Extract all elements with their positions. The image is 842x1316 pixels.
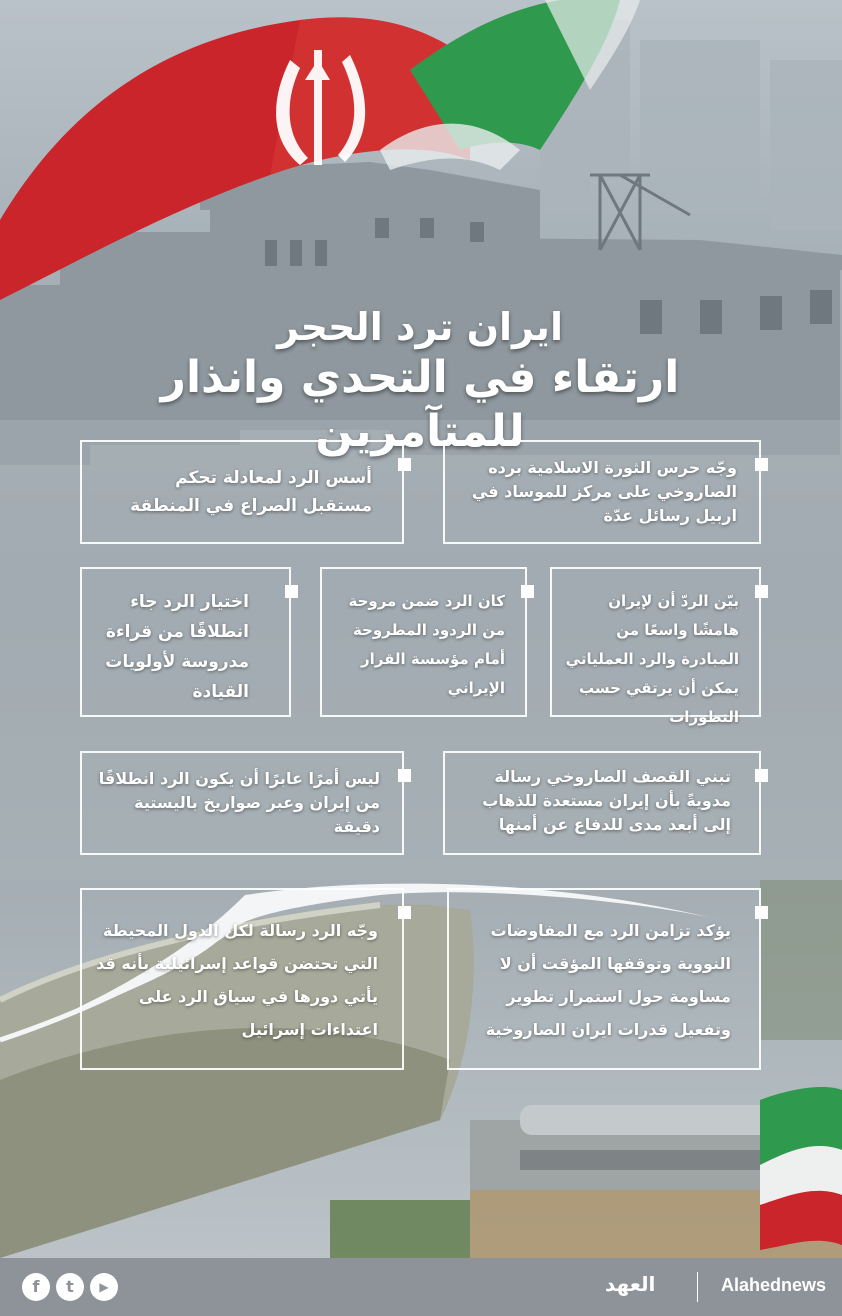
point-box-5 [80,567,291,717]
bullet-square-icon [755,458,768,471]
point-text: كان الرد ضمن مروحة من الردود المطروحة أمام مؤسسة القرار الإيراني [348,592,505,697]
title-line-1: ايران ترد الحجر [277,305,563,350]
point-box-6 [443,751,761,855]
brand-separator [697,1272,698,1302]
bullet-square-icon [755,585,768,598]
bullet-square-icon [398,906,411,919]
poster-title [60,303,780,459]
point-box-8 [447,888,761,1070]
footer-bar [0,1258,842,1316]
twitter-icon[interactable]: t [56,1273,84,1301]
iran-flag-bottom [760,1087,842,1250]
bullet-square-icon [755,769,768,782]
youtube-icon[interactable]: ▶ [90,1273,118,1301]
point-box-2 [80,440,404,544]
facebook-icon[interactable]: f [22,1273,50,1301]
point-text: وجّه حرس الثورة الاسلامية برده الصاروخي على مركز للموساد في اربيل رسائل عدّة [471,458,737,525]
bullet-square-icon [755,906,768,919]
point-text: أسس الرد لمعادلة تحكم مستقبل الصراع في المنطقة [130,468,372,516]
point-text: اختيار الرد جاء انطلاقًا من قراءة مدروسة لأولويات القيادة [105,592,249,702]
bullet-square-icon [398,769,411,782]
point-box-1 [443,440,761,544]
point-text: يؤكد تزامن الرد مع المفاوضات النووية وتوقفها المؤقت أن لا مساومة حول استمرار تطوير وتفعيل قدرات ايران الصاروخية [485,921,731,1039]
point-box-4 [320,567,527,717]
bullet-square-icon [521,585,534,598]
point-box-7 [80,751,404,855]
bullet-square-icon [285,585,298,598]
point-text: بيّن الردّ أن لإيران هامشًا واسعًا من المبادرة والرد العملياتي يمكن أن يرتقي حسب التطورات [565,592,739,726]
point-box-3 [550,567,761,726]
title-line-2: ارتقاء في التحدي وانذار للمتآمرين [160,352,680,458]
point-box-9 [80,888,404,1070]
point-text: وجّه الرد رسالة لكل الدول المحيطة التي تحتضن قواعد إسرائيلية بأنه قد يأتي دورها في سياق الرد على اعتداءات إسرائيل [96,921,378,1039]
brand-name[interactable]: Alahednews [720,1275,826,1295]
point-text: ليس أمرًا عابرًا أن يكون الرد انطلاقًا من إيران وعبر صواريخ باليستية دقيقة [98,769,380,836]
brand-logo-arabic: العهد [605,1272,656,1296]
point-text: تبني القصف الصاروخي رسالة مدويةً بأن إيران مستعدة للذهاب إلى أبعد مدى للدفاع عن أمنها [482,767,731,834]
bullet-square-icon [398,458,411,471]
